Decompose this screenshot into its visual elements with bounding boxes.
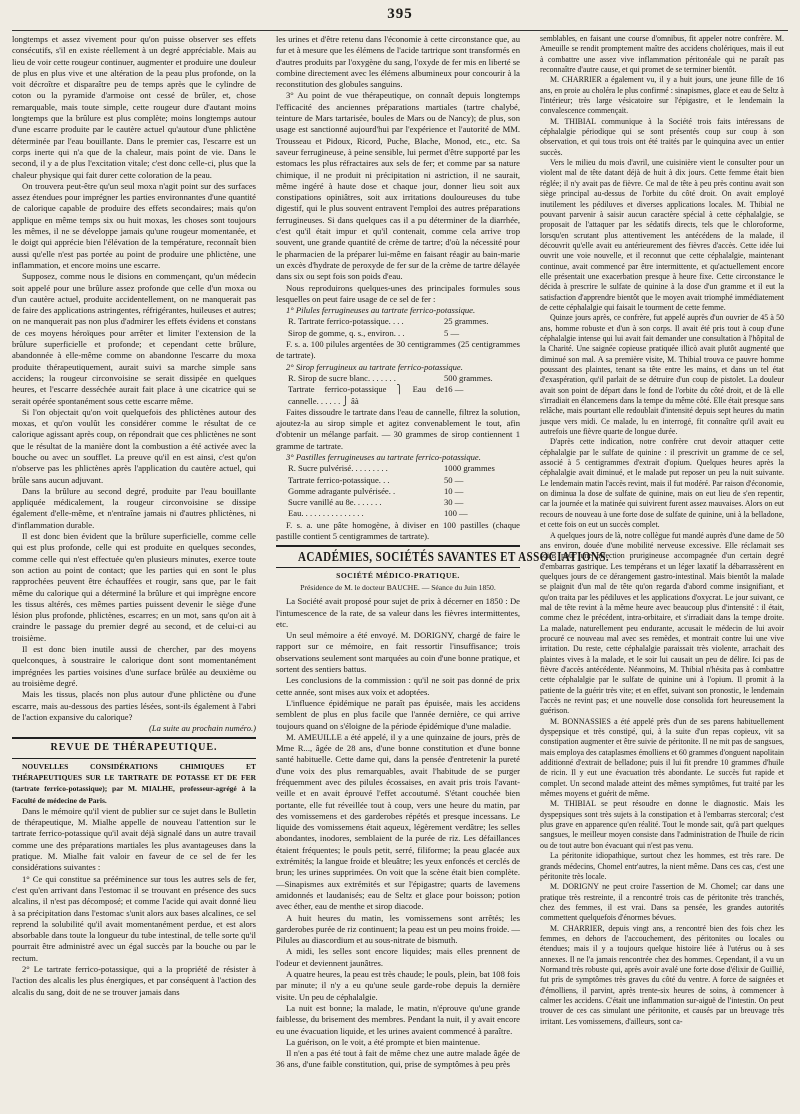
- section-rule: [12, 758, 256, 759]
- paragraph: La guérison, on le voit, a été prompte et bien maintenue.: [286, 1036, 481, 1047]
- paragraph: 2° Le tartrate ferrico-potassique, qui a la propriété de résister à l'action des alcalis les plus énergiques, et par conséquent à l'action des alcalis du sang, doit de ne se trouver jamais dans: [12, 964, 256, 997]
- paragraph: M. DORIGNY ne peut croire l'assertion de M. Chomel; car dans une pratique très restreinte, il a rencontré trois cas de péritonite très tranchés, chez des femmes, il est vrai. Dans sa pensée, les grandes autorités commettent quelquefois d'énormes bévues.: [540, 882, 784, 923]
- paragraph: La Société avait proposé pour sujet de prix à décerner en 1850 : De l'intumescence de la rate, de sa valeur dans les fièvres intermittentes, etc.: [276, 596, 520, 629]
- section-rule: [12, 737, 256, 739]
- formula-row: R. Sirop de sucre blanc. . . . . . . 500 grammes.: [288, 372, 493, 383]
- section-rule: [276, 567, 520, 568]
- section-rule: [276, 545, 520, 547]
- formula-row: Tartrate ferrico-potassique. . . 50 —: [288, 474, 464, 485]
- paragraph: M. CHARRIER, depuis vingt ans, a rencontré bien des fois chez les femmes, en dehors de l'accouchement, des péritonites ou locales ou étendues; mais il y a toujours quelque histoire liée à l'utérus ou à ses annexes. Il ne l'a jamais rencontrée chez des hommes. Cependant, il a vu un Normand très robuste qui, après avoir avalé une forte dose d'élixir de Guillié, fut pris de symptômes très graves du côté du ventre. A force de saignées et d'émolliens, il parvint, après trente-six heures de soins, à commencer à calmer les accidens. C'était une inflammation sur-aiguë de l'intestin. On peut trouver de ces cas simulant une péritonite, et causés par un breuvage très irritant. Les vomissemens, d'ailleurs, sont ca-: [540, 923, 784, 1026]
- paragraph: A huit heures du matin, les vomissemens sont arrêtés; les garderobes purée de riz continuent; la peau est un peu moins froide. — Pilules au diascordium et au sous-nitrate de bismuth.: [276, 912, 520, 946]
- continuation-note: (La suite au prochain numéro.): [148, 723, 256, 734]
- formula-text: F. s. a. une pâte homogène, à diviser en 100 pastilles (chaque pastille contient 5 centigrammes de tartrate).: [276, 519, 520, 542]
- paragraph: On trouvera peut-être qu'un seul moxa n'agit point sur des surfaces assez étendues pour imprégner les parties environnantes d'une quantité de calorique capable de produire des effets secondaires; mais qu'on applique en même temps six ou huit moxas, les choses sont toujours les mêmes, il ne se développe jamais qu'une rougeur momentanée, et le doigt qui apprécie bien l'élévation de la température, reconnaît bien aussi qu'elle n'est pas portée au point de produire une phlictène, une inflammation, et encore moins une escarre.: [12, 180, 256, 270]
- paragraph: Mais les tissus, placés non plus autour d'une phlictène ou d'une escarre, mais au-dessous des parties lésées, sont-ils également à l'abri de l'action expansive du calorique?: [12, 689, 256, 722]
- paragraph: Quinze jours après, ce confrère, fut appelé auprès d'un ouvrier de 45 à 50 ans, homme robuste et d'un à son corps. Il avait été pris tout à coup d'une céphalalgie intense qui lui avait fait demander une consultation à l'hôpital de la Charité. Une saignée copieuse pratiquée illicò avait plutôt augmenté que diminué son mal. A sa première visite, M. Thibial trouva ce pauvre homme poussant des plaintes, tenant sa tête entre les mains, et dans un tel état d'exaspération, qu'il parlait de se détruire d'un coup de pistolet. La douleur avait son point de départ dans le fond de l'orbite du côté droit, et de là elle s'irradiait en élancemens dans la tempe du même côté. Elle était presque sans relâche, mais pourtant elle redoublait d'intensité depuis sept heures du matin jusque vers midi. Ce malade, lu en interrogé, fit connaître qu'il avait eu autrefois une fièvre quarte de longue durée.: [540, 313, 784, 437]
- paragraph: La nuit est bonne; la malade, le matin, n'éprouve qu'une grande faiblesse, du brisement des membres. Pendant la nuit, il y avait encore eu une évacuation liquide, et les urines avaient commencé à paraître.: [276, 1002, 520, 1036]
- section-heading-therapeutics: REVUE DE THÉRAPEUTIQUE.: [50, 742, 218, 754]
- paragraph: Supposez, comme nous le disions en commençant, qu'un médecin soit appelé pour une brûlure assez profonde que celle d'un moxa ou d'un cautère actuel, produite accidentellement, on ne manquerait pas de faire des applications astringentes, réfrigérantes, huileuses et autres; on ne manquerait pas non plus d'admirer les effets évidens et constans de ces moyens héroïques pour arrêter et limiter l'extension de la brûlure superficielle et profonde; et cependant cette brûlure, abandonnée à elle-même comme on abandonne l'escarre du moxa produite thérapeutiquement, aurait suivi sa marche simple sans accidens; la rougeur circonvoisine se serait dissipée en quelques heures, et l'escarre desséchée aurait fait place à une cicatrice qui se serait opérée spontanément sous cette escarre même.: [12, 271, 256, 406]
- paragraph: Il est donc bien évident que la brûlure superficielle, comme celle qui est plus profonde, celle qui est produite en quelques secondes, comme celle qui n'est effectuée qu'en plusieurs minutes, exerce toute son action au point de contact; que les parties qui en sont le plus rapprochées peuvent être échauffées et rougir, sans que, par le fait même du calorique qui a déterminé la brûlure et qui imprègne encore les tissus altérés, ces mêmes parties puissent devenir le siège d'une lésion plus profonde, phlictènes, escarres; en un mot, sans qu'on ait à craindre le passage du premier degré au second, et de celui-ci au troisième.: [12, 531, 256, 643]
- paragraph: Nous reproduirons quelques-unes des principales formules sous lesquelles on peut faire usage de ce sel de fer :: [276, 282, 520, 304]
- paragraph: Si l'on objectait qu'on voit quelquefois des phlictènes autour des moxas, et qu'on voulût les considérer comme le résultat de ce calorique agissant après coup, on répondrait que ces phlictènes ne sont que le résultat de la manière dont la combustion a été activée avec la bouche ou avec un soufflet. La preuve qu'il en est ainsi, c'est qu'on n'observe pas les phlictènes après l'application du cautère actuel, qui brûle sans aucun adjuvant.: [12, 406, 256, 485]
- paragraph: L'influence épidémique ne paraît pas épuisée, mais les accidens semblent de plus en plus facile que l'année dernière, ce qui arrive toujours quand on s'éloigne de la période épidémique d'une maladie.: [276, 697, 520, 731]
- paragraph: Les conclusions de la commission : qu'il ne soit pas donné de prix cette année, sont mises aux voix et adoptées.: [276, 675, 520, 697]
- formula-text: F. s. a. 100 pilules argentées de 30 centigrammes (25 centigrammes de tartrate).: [276, 339, 520, 361]
- column-right: [540, 34, 784, 1104]
- paragraph: 3° Au point de vue thérapeutique, on connaît depuis longtemps l'efficacité des anciennes préparations martiales (tartre chalybé, teinture de Mars tartarisée, boules de Mars ou de Nancy); de plus, son usage est sanctionné aujourd'hui par l'expérience et l'autorité de MM. Trousseau et Pidoux, Ricord, Puche, Blache, Monod, etc., etc. Sa saveur ferrugineuse, à peine sensible, lui permet d'être supporté par les estomacs les plus réfractaires aux sels de fer; et comme par sa nature chimique, il ne produit ni précipitation ni astriction, il ne saurait, même ingéré à haute dose et chaque jour, donner lieu soit aux constipations opiniâtres, soit aux irritations douloureuses du tube digestif, qui le plus souvent entravent l'emploi des autres préparations ferrugineuses. Si dans quelques cas il a pu déterminer de la diarrhée, c'est qu'il était impur et qu'il contenait, comme cela arrive trop souvent, une grande quantité de crème de tartre; d'où la nécessité pour le pharmacien de la préparer lui-même en faisant réagir au bain-marie un excès d'hydrate de peroxyde de fer sur de la crème de tartre délayée dans six ou sept fois son poids d'eau.: [276, 90, 520, 282]
- formula-row: R. Tartrate ferrico-potassique. . . . 25 grammes.: [288, 316, 489, 327]
- paragraph: M. BONNASSIES a été appelé près d'un de ses parens habituellement dyspepsique et très constipé, qui, à la suite d'un repas copieux, vit sa constipation augmenter et être suivie de péritonite. Il ne mit pas de sangsues, mais employa des cataplasmes émolliens et 60 grammes d'onguent napolitain additionné d'extrait de belladone; puis il lui fit prendre 10 grammes d'huile de ricin. Il y eut une évacuation très abondante. Le succès fut rapide et complet. Un second malade atteint des mêmes symptômes, fut traité par les mêmes moyens et guérit de même.: [540, 716, 784, 799]
- paragraph: Dans la brûlure au second degré, produite par l'eau bouillante appliquée médicalement, la rougeur circonvoisine se dissipe également d'elle-même, et n'entraîne jamais ni d'autres phlictènes, ni d'inflammation durable.: [12, 485, 256, 530]
- formula-row: Eau. . . . . . . . . . . . . . . 100 —: [288, 508, 468, 519]
- formula-title: 2° Sirop ferrugineux au tartrate ferrico-potassique.: [286, 361, 463, 372]
- paragraph: Il est donc bien inutile aussi de chercher, par des moyens quelconques, à soustraire le calorique dont sont momentanément imprégnées les parties voisines d'une surface brûlée au deuxième ou au troisième degré.: [12, 644, 256, 688]
- paragraph: Un seul mémoire a été envoyé. M. DORIGNY, chargé de faire le rapport sur ce mémoire, en fait ressortir l'insuffisance; trois observations seulement sont marquées au coin d'une bonne pratique, et sortent des sentiers battus.: [276, 630, 520, 675]
- paragraph: M. AMEUILLE a été appelé, il y a une quinzaine de jours, près de Mme R..., âgée de 28 ans, d'une bonne constitution et d'une bonne santé habituelle. Cette dame qui, dans la pensée d'entretenir la pureté d'une voix des plus remarquables, avait l'habitude de se purger fréquemment avec des pilules écossaises, en avait pris trois l'avant-veille et en avait éprouvé l'effet accoutumé. S'étant couchée bien portante, elle fut réveillée tout à coup, vers une heure du matin, par des vomissemens et des garderobes répétés et presque incessans. Le liquide des vomissemens était aqueux, légèrement verdâtre; les selles abondantes, inodores, semblaient de la purée de riz. Les défaillances étaient fréquentes; le pouls petit, serré, filiforme; la peau glacée aux extrémités; la langue froide et bleuâtre; les yeux enfoncés et cerclés de brun; les urines supprimées. On voit que la scène était bien complète. —Sinapismes aux extrémités et sur l'épigastre; quarts de lavemens amidonnés et laudanisés; eau de Seltz et glace pour boisson; potion avec éther, eau de menthe et sirop diacode.: [276, 731, 520, 912]
- paragraph: M. THIBIAL se peut résoudre en donne le diagnostic. Mais les dyspepsiques sont très sujets à la constipation et à l'embarras stercoral; c'est plus grave en apparence qu'en réalité. Tout le monde sait, qu'à part quelques sangsues, le meilleur moyen consiste dans l'administration de l'huile de ricin ou de tout autre bon évacuant qui n'est pas venu.: [540, 799, 784, 850]
- article-title: NOUVELLES CONSIDÉRATIONS CHIMIQUES ET THÉRAPEUTIQUES SUR LE TARTRATE DE POTASSE ET DE FER (tartrate ferrico-potassique); par M. MIALHE, professeur-agrégé à la Faculté de médecine de Paris.: [12, 761, 256, 805]
- formula-title: 1° Pilules ferrugineuses au tartrate ferrico-potassique.: [286, 305, 476, 316]
- formula-row: Tartrate ferrico-potassique ⎫ Eau de cannelle. . . . . . ⎭ âà 16 —: [288, 384, 464, 406]
- session-meta: Présidence de M. le docteur BAUCHE. — Séance du Juin 1850.: [300, 582, 496, 592]
- paragraph: La péritonite idiopathique, surtout chez les hommes, est très rare. De grands médecins, Chomel entr'autres, la nient même. Dans ces cas, c'est une péritonite très locale.: [540, 851, 784, 881]
- paragraph: M. CHARRIER a également vu, il y a huit jours, une jeune fille de 16 ans, en proie au choléra le plus confirmé : sinapismes, glace et eau de Seltz à l'intérieur; très large vésicatoire sur l'épigastre, et le lendemain la convalescence commençait.: [540, 75, 784, 116]
- paragraph: D'après cette indication, notre confrère crut devoir attaquer cette céphalalgie par le sulfate de quinine : il prescrivit un gramme de ce sel, associé à 5 centigrammes d'extrait d'opium. Quelques heures après la céphalalgie avait diminué, et le malade put reposer un peu la nuit suivante. Le lendemain matin l'accès revint, mais il fut modéré. Par raison d'économie, on diminua la dose de sulfate de quinine, mais on eut lieu de s'en repentir, car la journée et la matinée qui suivirent furent assez mauvaises. Alors on eut recours de nouveau à une forte dose de sulfate de quinine, uni à la belladone, et cette fois on eut un succès complet.: [540, 437, 784, 530]
- paragraph: A quatre heures, la peau est très chaude; le pouls, plein, bat 108 fois par minute; il n'y a eu qu'une seule garde-robe depuis la dernière visite. Un peu de céphalalgie.: [276, 969, 520, 1002]
- column-left: [12, 34, 256, 1104]
- paragraph: A midi, les selles sont encore liquides; mais elles prennent de l'odeur et deviennent jaunâtres.: [276, 946, 520, 968]
- formula-row: Gomme adragante pulvérisée. . 10 —: [288, 485, 464, 496]
- formula-text: Faites dissoudre le tartrate dans l'eau de cannelle, filtrez la solution, ajoutez-la au sirop simple et agitez convenablement le tout, afin d'obtenir un mélange parfait. — 30 grammes de sirop contiennent 1 gramme de tartrate.: [276, 406, 520, 451]
- paragraph: 1° Ce qui constitue sa prééminence sur tous les autres sels de fer, c'est qu'en arrivant dans l'estomac il se trouvant en présence des sucs alcalins, il n'est pas décomposé; et comme l'acide qui avait donné lieu à sa précipitation dans l'estomac s'unit alors aux bases alcalines, ce sel reprend la solubilité qu'il avait momentanément perdue, et est alors absorbable dans toute la longueur du tube intestinal, de telle sorte qu'il pourrait être administré avec un égal succès par la bouche ou par le rectum.: [12, 873, 256, 963]
- formula-row: Sirop de gomme, q. s., environ. . . 5 —: [288, 327, 460, 338]
- header-rule: [12, 30, 788, 31]
- paragraph: A quelques jours de là, notre collègue fut mandé auprès d'une dame de 50 ans environ, douée d'une mobilité nerveuse excessive. Elle réclamait ses soins pour une affection prurigineuse accompagnée d'un certain degré d'embarras gastrique. Les tempérans et un léger laxatif la débarrassèrent en quelques jours de ce dérangement gastro-intestinal. Mais bientôt la malade se plaignit d'un mal de tête qu'on regarda d'abord comme insignifiant, et qu'on traita par les pédiluves et les applications d'oxycrat. Le jour suivant, ce mal de tête revint à la même heure avec beaucoup plus d'intensité : il était, comme chez le précédent, intra-orbitaire, et s'irradiait dans la tempe droite. La malade, naturellement peu endurante, accusait le médecin de lui avoir procuré ce nouveau mal avec ses remèdes, et montrait contre lui une vive irritation. Du reste, cette céphalalgie paraissait très violente, arrachait des plaintes vives à la malade, et le soir lui causait un peu de délire. Ici pas de fièvre d'accès antécédente. Néanmoins, M. Thibial n'hésita pas à combattre cette céphalalgie par le sulfate de quinine uni à l'opium. Il promit à la patiente de la guérir très vite; et en effet, suivant son pronostic, le lendemain l'accès ne revint pas; et une nouvelle dose consolida fort heureusement la guérison.: [540, 530, 784, 716]
- paragraph: M. THIBIAL communique à la Société trois faits intéressans de céphalalgie périodique qui se sont présentés coup sur coup à son observation, et qui tous trois ont été traités par le quinquina avec un entier succès.: [540, 116, 784, 157]
- paragraph: longtemps et assez vivement pour qu'on puisse observer ses effets consécutifs, s'il en existe réellement à un degré appréciable. Mais au lieu de voir cette rougeur continuer, augmenter et produire une douleur de plus en plus vive et une altération de la peau plus profonde, on la voit décroître et disparaître peu de temps après que le cylindre de coton ou la pyramide d'armoise ont cessé de brûler, et, chose remarquable, mais toute simple, cette rougeur dure d'autant moins longtemps que la brûlure est plus complète; moins longtemps autour d'une escarre produite par le cautère actuel qu'autour d'une phlictène déterminée par l'eau bouillante. Dans le premier cas, l'escarre est un corps inerte qui n'a que de la chaleur, mais point de vie. Dans le second, il y a de plus l'excitation vitale; c'est donc celle-ci, plus que la chaleur physique qui fait durer cette coloration de la peau.: [12, 34, 256, 180]
- paragraph: les urines et d'être retenu dans l'économie à cette circonstance que, au fur et à mesure que les élémens de l'acide tartrique sont transformés en d'autres produits par l'oxygène du sang, l'oxyde de fer mis en liberté se combine directement avec les élémens albumineux pour concourir à la reconstitution des globules sanguins.: [276, 34, 520, 90]
- paragraph: semblables, en faisant une course d'omnibus, fit appeler notre confrère. M. Ameuille se rendit promptement maître des accidens cholériques, mais il eut à combattre une assez vive inflammation péritonéale qui ne paraît pas reconnaître d'autre cause, et qui promet de se terminer bientôt.: [540, 34, 784, 75]
- formula-row: Sucre vanillé au 8e. . . . . . . 30 —: [288, 497, 464, 508]
- page-number: 395: [387, 6, 413, 22]
- section-heading-academies: ACADÉMIES, SOCIÉTÉS SAVANTES ET ASSOCIATIONS.: [297, 549, 610, 565]
- paragraph: Vers le milieu du mois d'avril, une cuisinière vient le consulter pour un violent mal de tête datant déjà de huit à dix jours. Cette femme était bien réglée; il n'y avait pas de fièvre. Ce mal de tête à peu près continu avait son siège principal au-dessus de l'orbite du côté droit. On avait employé inutilement les pédiluves et diverses applications locales. M. Thibial ne pouvant parvenir à saisir aucun caractère spécial à cette céphalalgie, se proposait de l'attaquer par les sédatifs directs, tels que le chloroforme, lorsqu'en scrutant plus attentivement les antécédens de la malade, il découvrit qu'elle avait eu antérieurement des fièvres d'accès. Cette idée lui ouvrit une voie nouvelle, et il reconnut que cette céphalalgie, maintenant continue, avait commencé par être intermittente, et qu'actuellement encore elle présentait une exacerbation presque à heure fixe. Cette circonstance le décida à prescrire le sulfate de quinine à la dose d'un gramme et il eut la satisfaction d'apprendre bientôt que le moyen avait triomphé immédiatement de cette céphalalgie qui faisait le tourment de cette femme.: [540, 158, 784, 312]
- society-name: SOCIÉTÉ MÉDICO-PRATIQUE.: [336, 570, 460, 580]
- paragraph: Dans le mémoire qu'il vient de publier sur ce sujet dans le Bulletin de thérapeutique, M. Mialhe appelle de nouveau l'attention sur le tartrate ferrico-potassique qu'il avait déjà signalé dans un autre travail comme une des préparations martiales les plus avantageuses dans la pratique. M. Mialhe fait valoir en faveur de ce sel de fer les considérations suivantes :: [12, 805, 256, 873]
- formula-title: 3° Pastilles ferrugineuses au tartrate ferrico-potassique.: [286, 451, 481, 462]
- paragraph: Il n'en a pas été tout à fait de même chez une autre malade âgée de 36 ans, d'une faible constitution, qui, prise de symptômes à peu près: [276, 1048, 520, 1070]
- column-middle: [276, 34, 610, 1104]
- formula-row: R. Sucre pulvérisé. . . . . . . . . 1000 grammes: [288, 463, 495, 474]
